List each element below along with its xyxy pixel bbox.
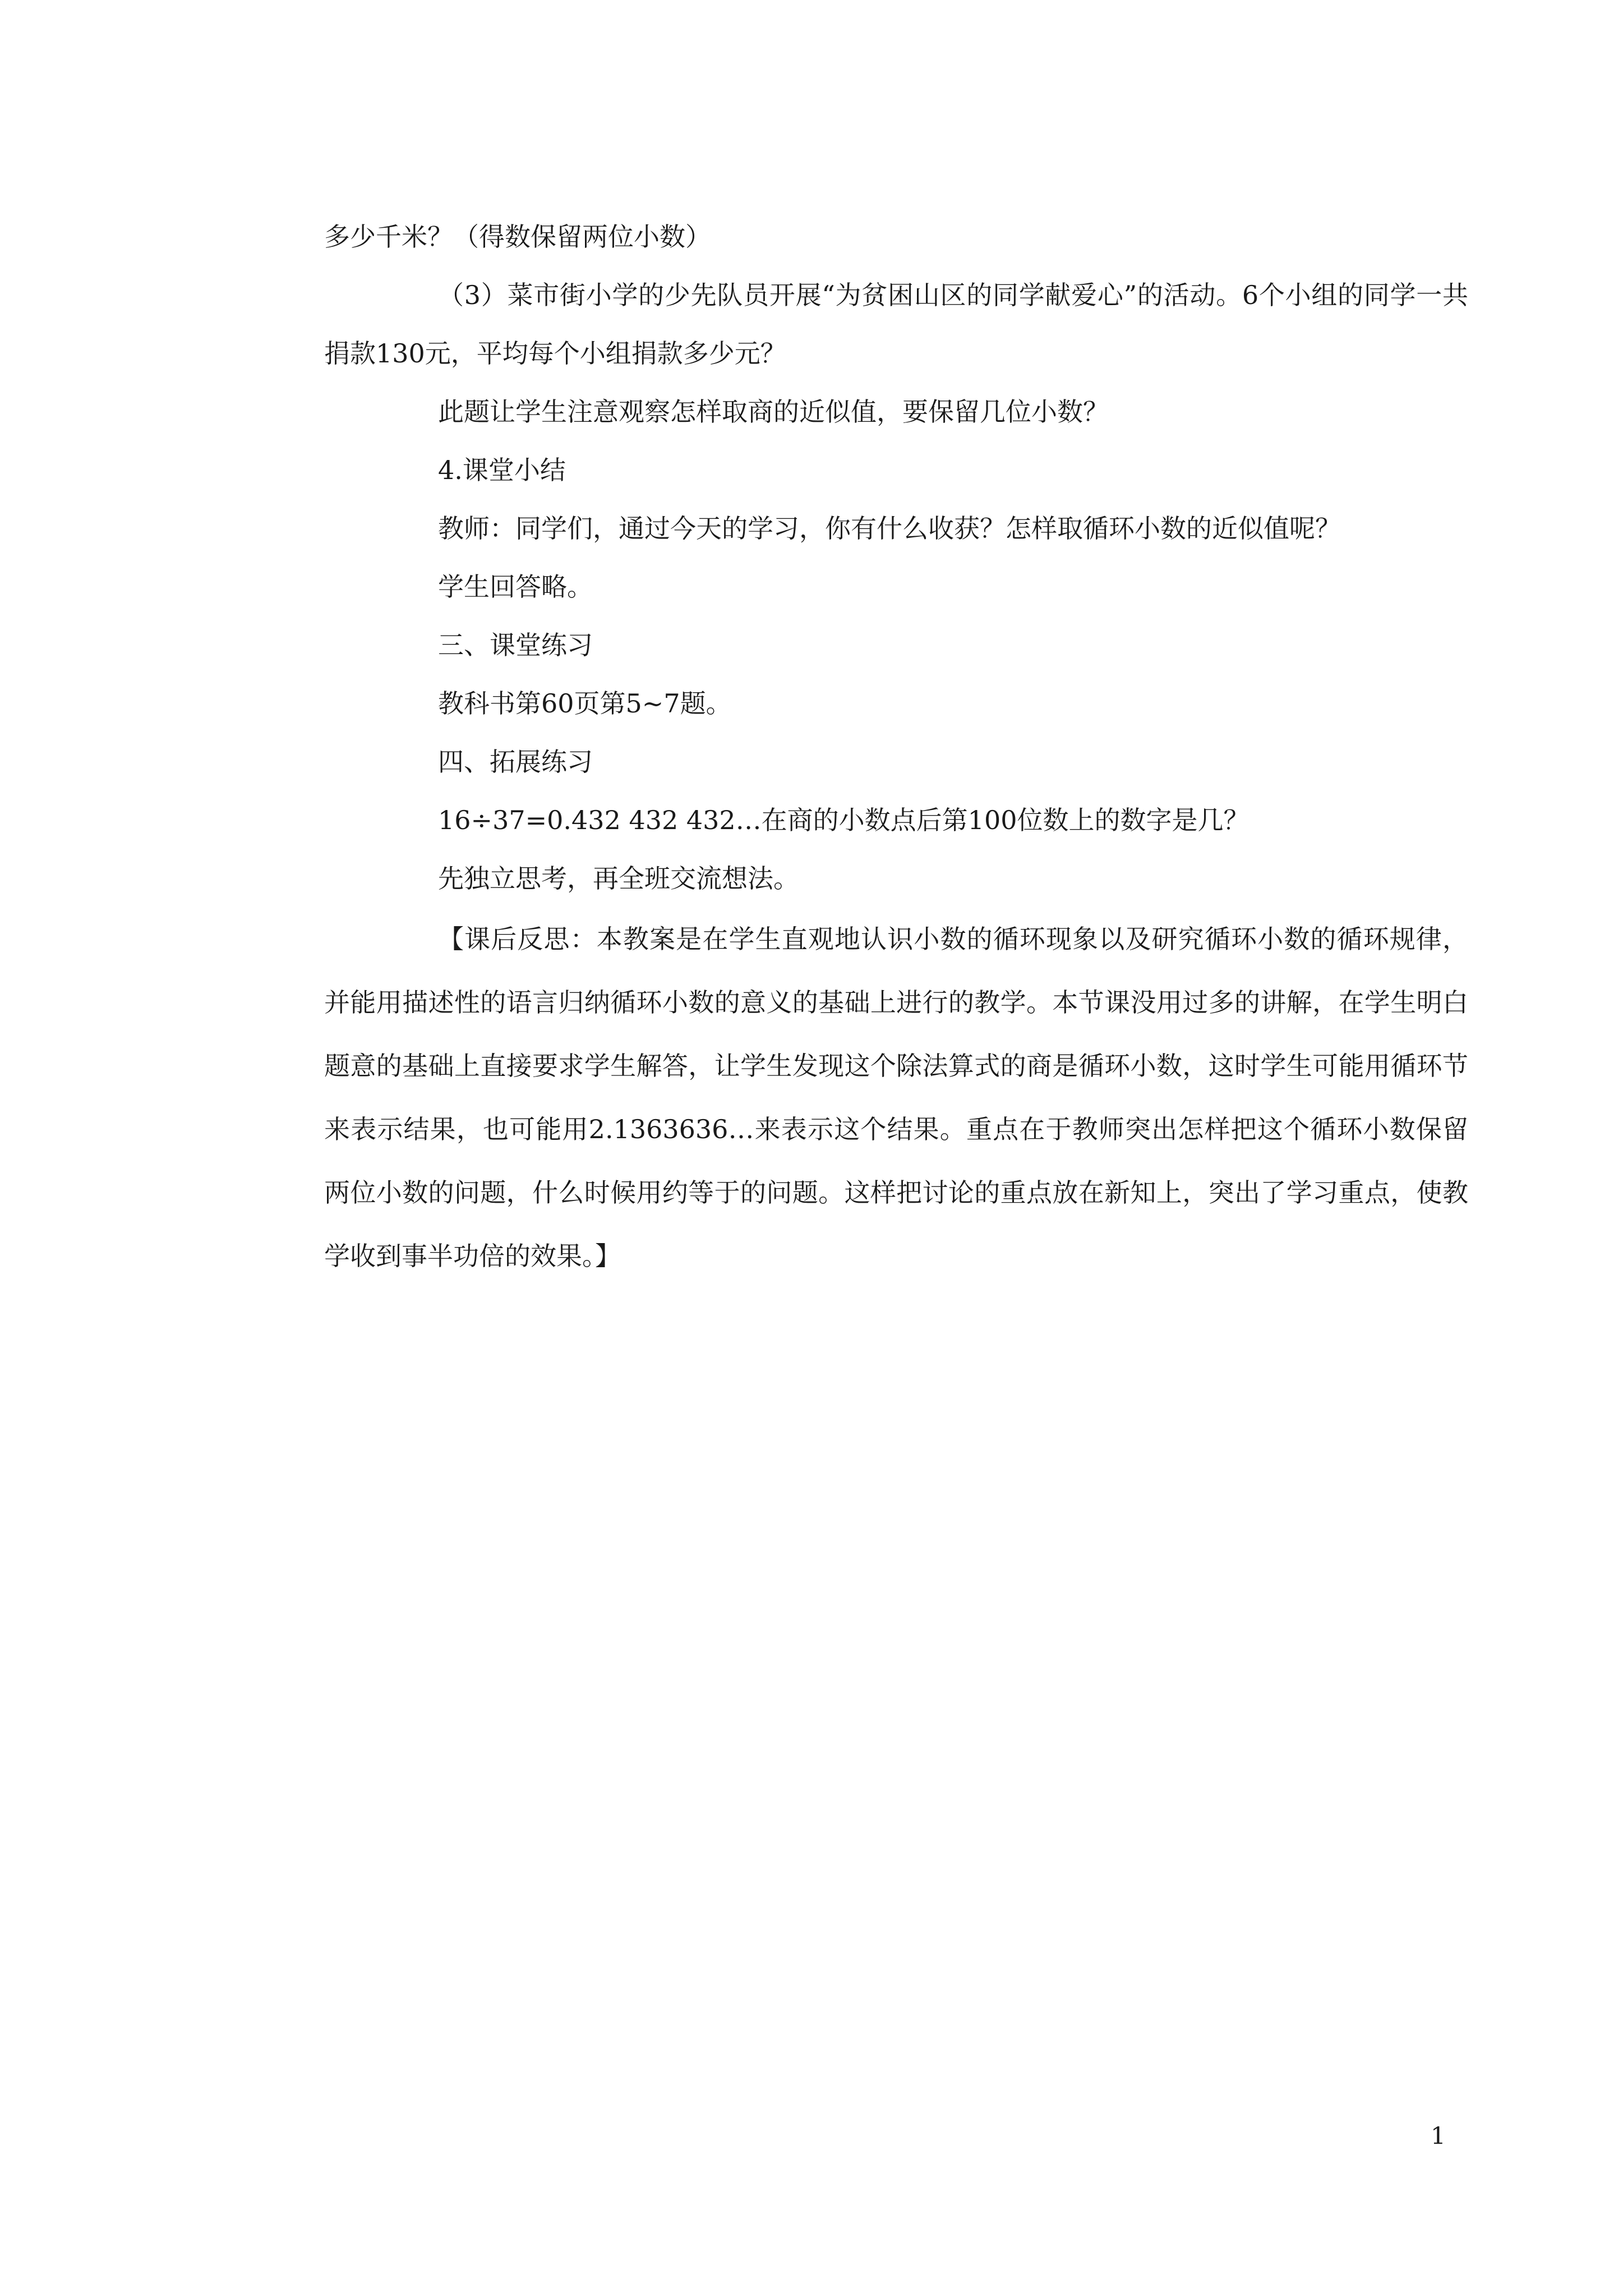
paragraph-question-continuation: 多少千米？（得数保留两位小数） [324,222,711,252]
paragraph-student-answer: 学生回答略。 [438,572,593,602]
page-number: 1 [1431,2122,1446,2150]
paragraph-teaching-note: 此题让学生注意观察怎样取商的近似值，要保留几位小数？ [438,397,1109,427]
paragraph-post-class-reflection: 【课后反思：本教案是在学生直观地认识小数的循环现象以及研究循环小数的循环规律，并能用描述性的语言归纳循环小数的意义的基础上进行的教学。本节课没用过多的讲解，在学生明白题意的基础上直接要求学生解答，让学生发现这个除法算式的商是循环小数，这时学生可能用循环节来表示结果，也可能用2.1363636…来表示这个结果。重点在于教师突出怎样把这个循环小数保留两位小数的问题，什么时候用约等于的问题。这样把讨论的重点放在新知上，突出了学习重点，使教学收到事半功倍的效果。】 [324,924,1468,1271]
paragraph-discussion-instruction: 先独立思考，再全班交流想法。 [438,863,799,894]
document-body [324,208,1468,1288]
paragraph-extension-problem: 16÷37=0.432 432 432…在商的小数点后第100位数上的数字是几？ [438,805,1249,835]
paragraph-textbook-exercise: 教科书第60页第5~7题。 [438,688,732,719]
paragraph-question-3: （3）菜市街小学的少先队员开展“为贫困山区的同学献爱心”的活动。6个小组的同学一共捐款130元，平均每个小组捐款多少元？ [324,280,1468,369]
paragraph-teacher-question: 教师：同学们，通过今天的学习，你有什么收获？怎样取循环小数的近似值呢？ [438,513,1341,544]
heading-class-summary: 4.课堂小结 [438,455,566,485]
heading-class-exercise: 三、课堂练习 [438,630,593,660]
heading-extension-exercise: 四、拓展练习 [438,747,593,777]
